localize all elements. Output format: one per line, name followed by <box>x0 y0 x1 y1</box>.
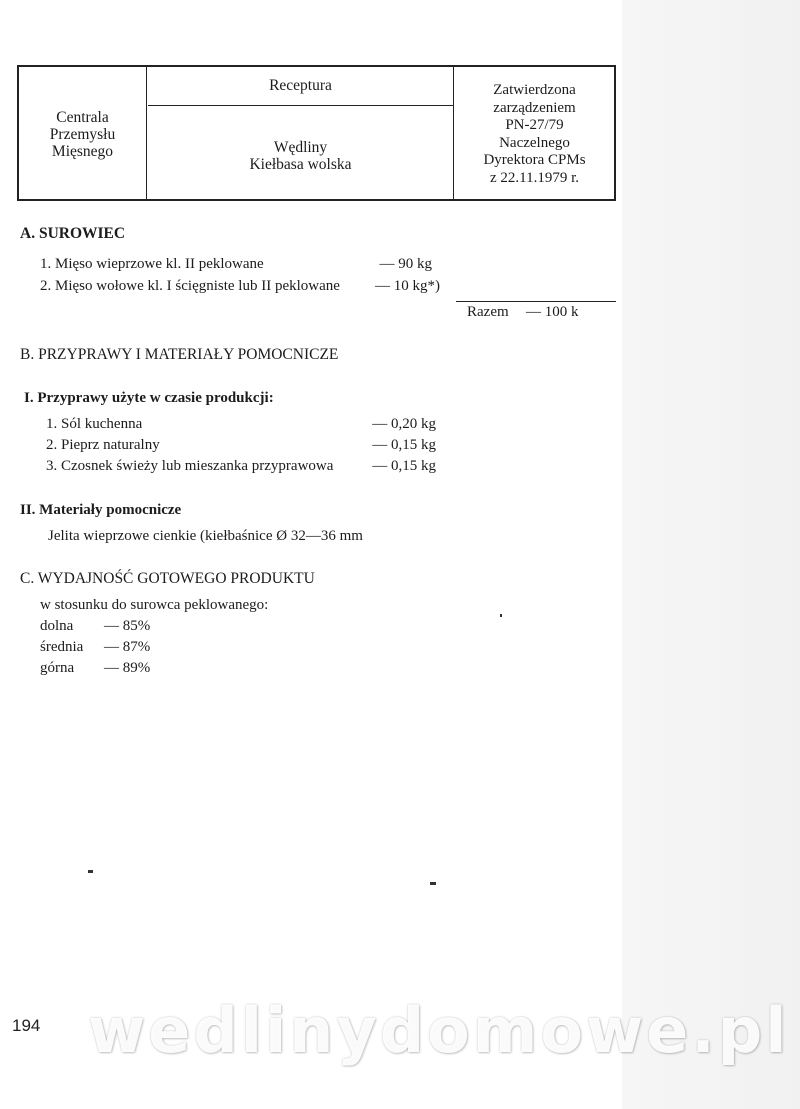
approval-line: zarządzeniem <box>493 99 576 116</box>
total-rule <box>456 301 616 302</box>
section-a-title: A. SUROWIEC <box>20 225 126 242</box>
header-table <box>17 65 616 201</box>
org-line: Centrala <box>56 109 109 126</box>
header-approval-cell <box>455 67 614 199</box>
total-amount: — 100 k <box>526 304 579 320</box>
spice-amount: — 0,20 kg <box>372 416 436 432</box>
yield-label: dolna <box>40 618 74 634</box>
header-recipe-cell <box>148 67 454 199</box>
raw-material-item: 2. Mięso wołowe kl. I ścięgniste lub II peklowane <box>40 278 340 294</box>
page-margin-strip <box>622 0 800 1109</box>
product-name <box>148 139 453 173</box>
spices-subtitle: I. Przyprawy użyte w czasie produkcji: <box>24 390 274 406</box>
yield-value: — 85% <box>104 618 151 634</box>
raw-material-item: 1. Mięso wieprzowe kl. II peklowane <box>40 256 264 272</box>
scan-speck <box>500 614 502 617</box>
raw-material-amount: — 90 kg <box>379 256 432 272</box>
page-number: 194 <box>12 1016 41 1035</box>
yield-value: — 89% <box>104 660 151 676</box>
approval-line: Dyrektora CPMs <box>483 152 586 168</box>
approval-line: z 22.11.1979 r. <box>489 169 580 186</box>
approval-line: Naczelnego <box>499 134 570 151</box>
spice-item: 2. Pieprz naturalny <box>46 437 160 453</box>
org-line: Mięsnego <box>51 143 114 160</box>
raw-material-amount: — 10 kg*) <box>375 278 440 294</box>
approval-line: Zatwierdzona <box>493 82 576 98</box>
spice-item: 1. Sól kuchenna <box>46 416 143 432</box>
section-b-title: B. PRZYPRAWY I MATERIAŁY POMOCNICZE <box>20 346 339 363</box>
casing-description: Jelita wieprzowe cienkie (kiełbaśnice Ø 32—36 mm <box>48 528 363 544</box>
spice-item: 3. Czosnek świeży lub mieszanka przyprawowa <box>46 458 334 474</box>
org-line: Przemysłu <box>49 126 116 143</box>
receptura-label: Receptura <box>269 77 332 94</box>
yield-label: średnia <box>40 639 84 655</box>
yield-label: górna <box>40 660 75 676</box>
header-divider <box>148 105 453 106</box>
product-category: Wędliny <box>273 139 328 156</box>
header-org-cell <box>19 67 147 199</box>
section-c-title: C. WYDAJNOŚĆ GOTOWEGO PRODUKTU <box>20 570 315 587</box>
scan-speck <box>430 882 436 885</box>
scan-speck <box>88 870 93 873</box>
spice-amount: — 0,15 kg <box>372 437 436 453</box>
approval-text <box>455 82 614 187</box>
total-label: Razem <box>467 304 509 320</box>
org-name <box>19 109 146 160</box>
approval-line: PN-27/79 <box>505 117 564 133</box>
spice-amount: — 0,15 kg <box>372 458 436 474</box>
yield-value: — 87% <box>104 639 151 655</box>
watermark-logo: wedlinydomowe.pl <box>88 994 790 1067</box>
product-title: Kiełbasa wolska <box>249 156 352 173</box>
auxiliary-subtitle: II. Materiały pomocnicze <box>20 502 182 518</box>
yield-intro: w stosunku do surowca peklowanego: <box>40 597 269 613</box>
